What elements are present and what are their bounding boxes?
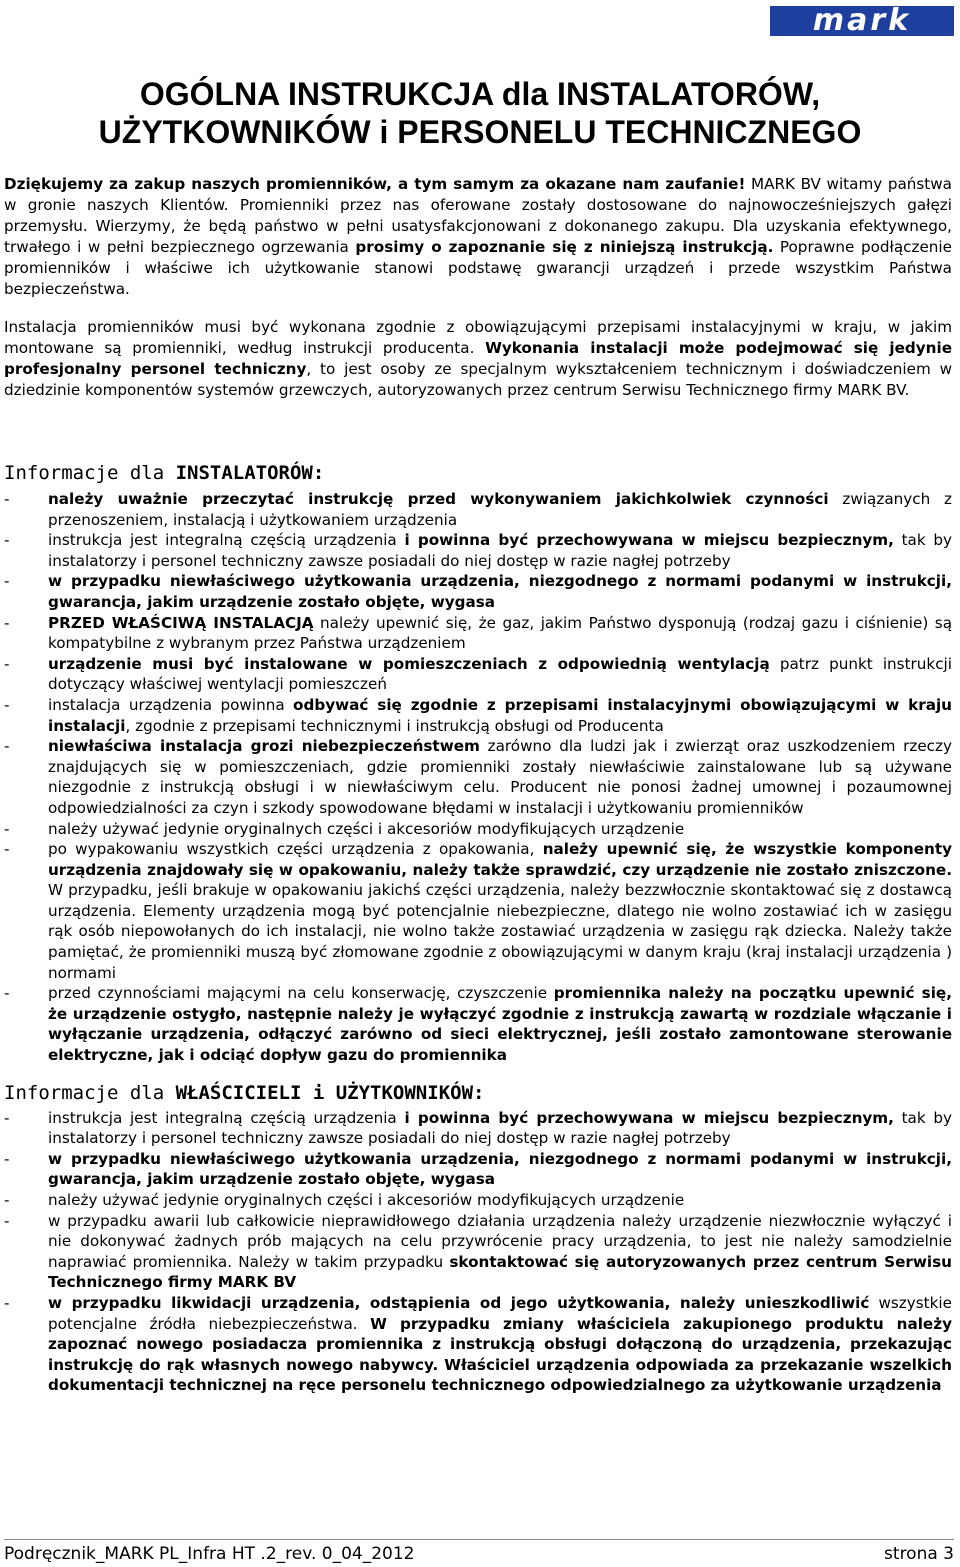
text-run: zarówno dla ludzi jak i zwierząt oraz uszkodzeniem rzeczy znajdujących się w pomieszczeniach, gdzie promienniki zostały niewłaściwie zainstalowane lub są używane niezgodnie z instrukcją obsługi i w niewłaściwym celu. Producent nie ponosi żadnej umownej i pozaumownej odpowiedzialności za czyn i szkody spowodowane błędami w instalacji i użytkowaniu promienników: [48, 737, 952, 817]
list-dash: -: [4, 695, 10, 714]
installers-heading-prefix: Informacje dla: [4, 462, 176, 484]
owners-list: [4, 1108, 952, 1396]
mark-logo: mark: [770, 6, 954, 36]
text-run: W przypadku zmiany właściciela zakupionego produktu należy zapoznać nowego posiadacza promiennika z instrukcją obsługi dołączoną do urządzenia, przekazując instrukcję do rąk własnych nowego nabywcy. Właściciel urządzenia odpowiada za przekazanie wszelkich dokumentacji technicznej na ręce personelu technicznego odpowiedzialnego za użytkowanie urządzenia: [48, 1314, 952, 1395]
installers-heading-bold: INSTALATORÓW:: [175, 462, 325, 484]
text-run: w przypadku niewłaściwego użytkowania urządzenia, niezgodnego z normami podanymi w instrukcji, gwarancja, jakim urządzenie zostało objęte, wygasa: [48, 572, 952, 611]
list-dash: -: [4, 819, 10, 838]
list-item: [4, 1190, 952, 1211]
page-title-line-1: OGÓLNA INSTRUKCJA dla INSTALATORÓW,: [139, 76, 821, 112]
intro-section: [4, 174, 952, 401]
document-body: [4, 174, 952, 1396]
text-run: związanych z przenoszeniem, instalacją i użytkowaniem urządzenia: [48, 490, 952, 529]
list-dash: -: [4, 984, 10, 1003]
text-run: Dziękujemy za zakup naszych promienników, a tym samym za okazane nam zaufanie!: [4, 175, 746, 193]
text-run: odbywać się zgodnie z przepisami instalacyjnymi obowiązującymi w kraju instalacji: [48, 695, 952, 735]
text-run: , zgodnie z przepisami technicznymi i instrukcją obsługi od Producenta: [125, 716, 664, 735]
list-dash: -: [4, 613, 10, 632]
text-run: patrz punkt instrukcji dotyczący właściwej wentylacji pomieszczeń: [48, 654, 952, 694]
list-item: [4, 1293, 952, 1396]
text-run: urządzenie musi być instalowane w pomieszczeniach z odpowiednią wentylacją: [48, 654, 770, 673]
text-run: instrukcja jest integralną częścią urządzenia: [48, 531, 405, 550]
list-dash: -: [4, 490, 10, 508]
text-run: , to jest osoby ze specjalnym wykształceniem technicznym i doświadczeniem w dziedzinie komponentów systemów grzewczych, autoryzowanych przez centrum Serwisu Technicznego firmy MARK BV.: [4, 360, 952, 399]
list-dash: -: [4, 654, 10, 673]
footer-document-id: Podręcznik_MARK PL_Infra HT .2_rev. 0_04_2012: [4, 1544, 415, 1564]
text-run: po wypakowaniu wszystkich części urządzenia z opakowania,: [48, 840, 543, 859]
text-run: prosimy o zapoznanie się z niniejszą instrukcją.: [355, 238, 774, 256]
text-run: tak by instalatorzy i personel techniczny zawsze posiadali do niej dostęp w razie nagłej potrzeby: [48, 1108, 952, 1148]
owners-heading: [4, 1082, 952, 1104]
installers-heading: [4, 462, 952, 484]
text-run: niewłaściwa instalacja grozi niebezpieczeństwem: [48, 737, 480, 756]
owners-heading-prefix: Informacje dla: [4, 1081, 176, 1104]
text-run: Instalacja promienników musi być wykonana zgodnie z obowiązującymi przepisami instalacyjnymi w kraju, w jakim montowane są promienniki, według instrukcji producenta.: [4, 318, 952, 357]
text-run: Wykonania instalacji może podejmować się jedynie profesjonalny personel techniczny: [4, 339, 952, 378]
text-run: i powinna być przechowywana w miejscu bezpiecznym,: [404, 1108, 894, 1127]
list-dash: -: [4, 1149, 10, 1168]
text-run: w przypadku likwidacji urządzenia, odstąpienia od jego użytkowania, należy unieszkodliwić: [48, 1293, 870, 1312]
list-item: [4, 1211, 952, 1293]
list-item: [4, 983, 952, 1065]
text-run: i powinna być przechowywana w miejscu bezpiecznym,: [404, 531, 894, 550]
text-run: tak by instalatorzy i personel techniczny zawsze posiadali do niej dostęp w razie nagłej potrzeby: [48, 531, 952, 570]
text-run: należy używać jedynie oryginalnych części i akcesoriów modyfikujących urządzenie: [48, 819, 685, 838]
page-footer: [4, 1543, 954, 1565]
list-item: [4, 571, 952, 612]
list-item: [4, 489, 952, 530]
owners-heading-bold: WŁAŚCICIELI i UŻYTKOWNIKÓW:: [175, 1081, 485, 1104]
list-item: [4, 530, 952, 571]
list-item: [4, 613, 952, 654]
text-run: PRZED WŁAŚCIWĄ INSTALACJĄ: [48, 613, 314, 632]
text-run: promiennika należy na początku upewnić się, że urządzenie ostygło, następnie należy je wyłączyć zgodnie z instrukcją zawartą w rozdziale włączanie i wyłączanie urządzenia, odłączyć zarówno od sieci elektrycznej, jeśli zostało zamontowane sterowanie elektryczne, jak i odciąć dopływ gazu do promiennika: [48, 984, 952, 1065]
list-item: [4, 1149, 952, 1190]
list-item: [4, 1108, 952, 1149]
text-run: w przypadku niewłaściwego użytkowania urządzenia, niezgodnego z normami podanymi w instrukcji, gwarancja, jakim urządzenie zostało objęte, wygasa: [48, 1149, 952, 1189]
list-item: [4, 839, 952, 983]
text-run: skontaktować się autoryzowanych przez centrum Serwisu Technicznego firmy MARK BV: [48, 1252, 952, 1292]
intro-paragraph: [4, 317, 952, 401]
text-run: instalacja urządzenia powinna: [48, 695, 294, 714]
list-item: [4, 819, 952, 840]
list-dash: -: [4, 840, 10, 859]
list-item: [4, 654, 952, 695]
list-item: [4, 695, 952, 736]
text-run: instrukcja jest integralną częścią urządzenia: [48, 1108, 405, 1127]
footer-page-number: strona 3: [884, 1544, 954, 1564]
footer-rule: [4, 1539, 954, 1540]
text-run: należy upewnić się, że wszystkie komponenty urządzenia znajdowały się w opakowaniu, należy także sprawdzić, czy urządzenie nie zostało zniszczone.: [48, 840, 952, 879]
page-title-line-2: UŻYTKOWNIKÓW i PERSONELU TECHNICZNEGO: [98, 114, 862, 150]
text-run: Poprawne podłączenie promienników i właściwe ich użytkowanie stanowi podstawę gwarancji urządzeń i przede wszystkim Państwa bezpieczeństwa.: [4, 238, 953, 298]
text-run: należy używać jedynie oryginalnych części i akcesoriów modyfikujących urządzenie: [48, 1191, 685, 1209]
text-run: wszystkie potencjalne źródła niebezpieczeństwa.: [48, 1293, 952, 1333]
list-dash: -: [4, 1293, 10, 1312]
text-run: należy upewnić się, że gaz, jakim Państwo dysponują (rodzaj gazu i ciśnienie) są kompatybilne z wybranym przez Państwa urządzeniem: [48, 613, 952, 653]
list-dash: -: [4, 1211, 10, 1230]
installers-list: [4, 489, 952, 1066]
list-dash: -: [4, 1108, 10, 1127]
text-run: należy uważnie przeczytać instrukcję przed wykonywaniem jakichkolwiek czynności: [48, 490, 829, 508]
text-run: MARK BV witamy państwa w gronie naszych Klientów. Promienniki przez nas oferowane zostały dostosowane do najnowocześniejszych gałęzi przemysłu. Wierzymy, że będą państwo w pełni usatysfakcjonowani z dokonanego zakupu. Dla uzyskania efektywnego, trwałego i w pełni bezpiecznego ogrzewania: [4, 175, 952, 256]
text-run: W przypadku, jeśli brakuje w opakowaniu jakichś części urządzenia, należy bezzwłocznie skontaktować się z dostawcą urządzenia. Elementy urządzenia mogą być potencjalnie niebezpieczne, dlatego nie wolno zostawiać ich w zasięgu rąk osób niepowołanych do ich instalacji, nie wolno także zostawiać urządzenia w zasięgu rąk dziecka. Należy także pamiętać, że promienniki muszą być złomowane zgodnie z obowiązującymi w danym kraju (kraj instalacji urządzenia ) normami: [48, 881, 952, 982]
text-run: w przypadku awarii lub całkowicie nieprawidłowego działania urządzenia należy urządzenie niezwłocznie wyłączyć i nie dokonywać żadnych prób mających na celu przywrócenie pracy urządzenia, to jest nie należy samodzielnie naprawiać promiennika. Należy w takim przypadku: [48, 1211, 952, 1271]
list-item: [4, 736, 952, 818]
text-run: przed czynnościami mającymi na celu konserwację, czyszczenie: [48, 984, 554, 1003]
list-dash: -: [4, 1191, 10, 1209]
list-dash: -: [4, 531, 10, 550]
intro-paragraph: [4, 174, 952, 300]
list-dash: -: [4, 572, 10, 591]
list-dash: -: [4, 737, 10, 756]
